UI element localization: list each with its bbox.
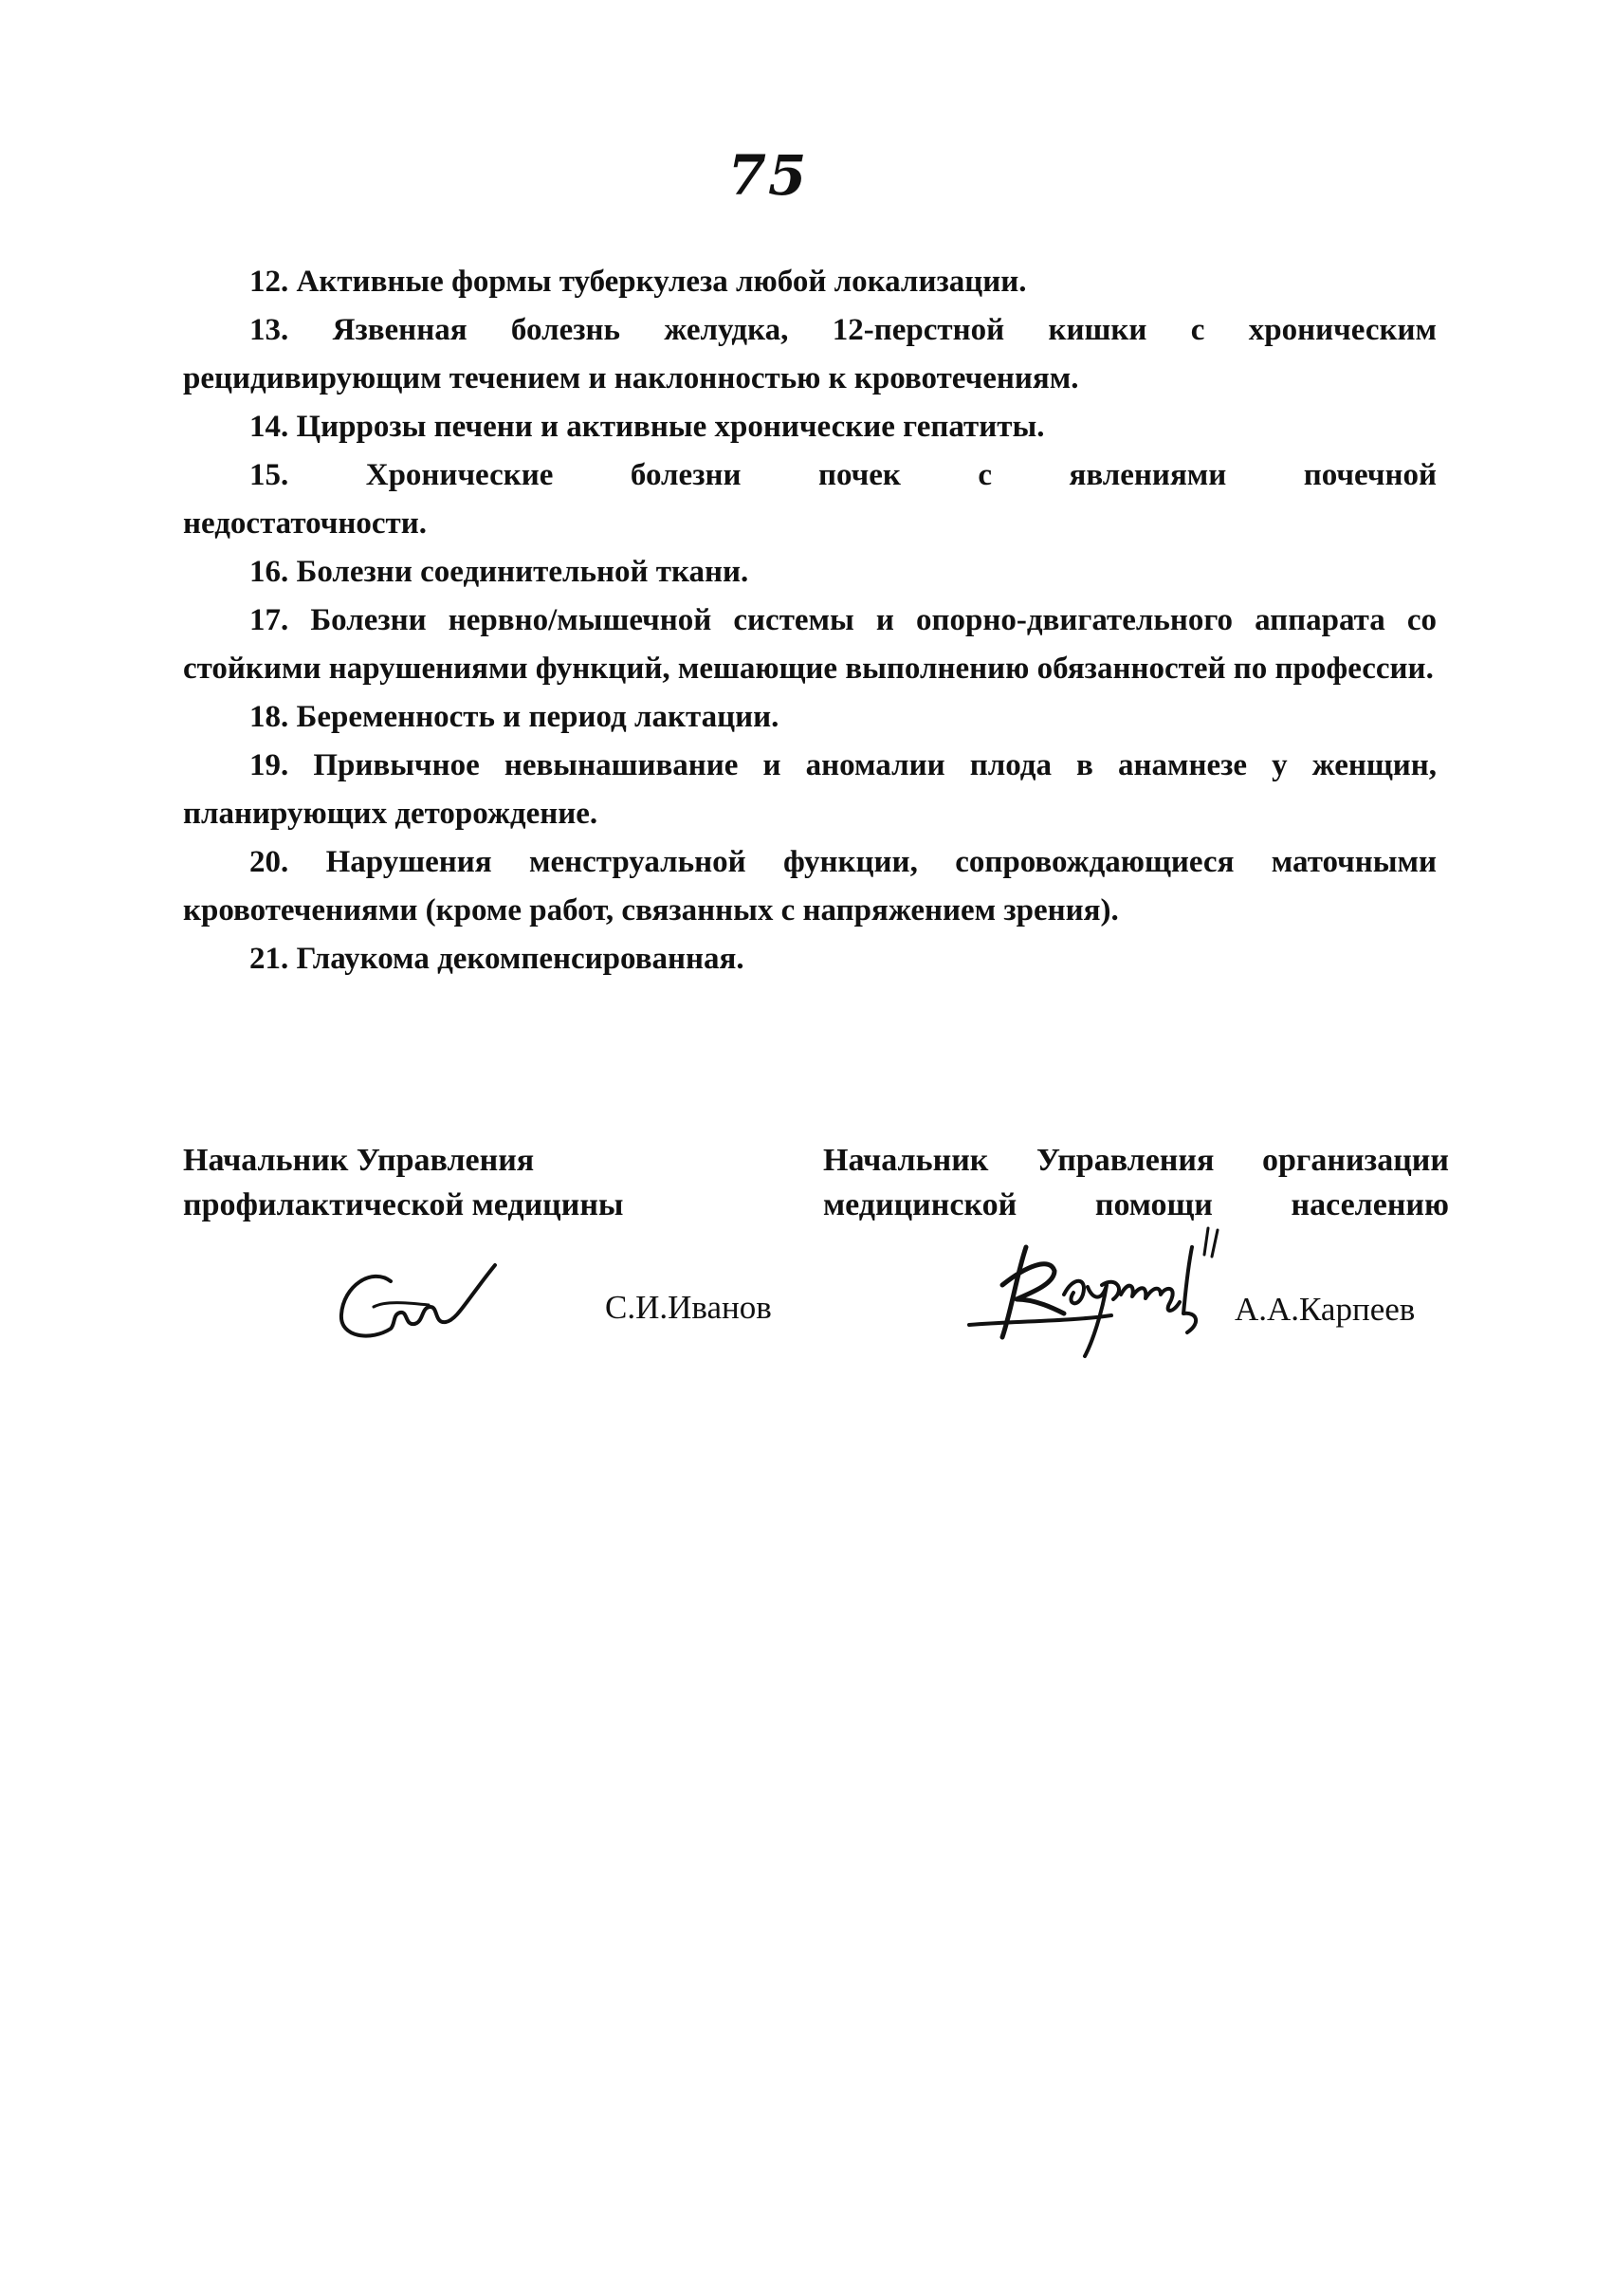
list-item: 16. Болезни соединительной ткани. — [249, 555, 749, 589]
list-item: 14. Циррозы печени и активные хронические гепатиты. — [249, 410, 1045, 444]
list-item: 19. Привычное невынашивание и аномалии плода в анамнезе у женщин, планирующих деторождение. — [183, 748, 1437, 831]
left-signatory-name: С.И.Иванов — [605, 1289, 772, 1326]
list-item: 15. Хронические болезни почек с явлениями почечной недостаточности. — [183, 458, 1437, 541]
list-item: 13. Язвенная болезнь желудка, 12-перстной кишки с хроническим рецидивирующим течением и наклонностью к кровотечениям. — [183, 313, 1437, 395]
list-item: 18. Беременность и период лактации. — [249, 700, 779, 734]
left-signatory-title — [183, 1138, 714, 1227]
karpeev-signature — [960, 1219, 1235, 1361]
left-title-line1: Начальник Управления — [183, 1143, 535, 1178]
list-item: 12. Активные формы туберкулеза любой локализации. — [249, 265, 1027, 299]
contraindications-list — [183, 258, 1437, 983]
right-title-line1: Начальник Управления организации — [823, 1143, 1449, 1178]
right-signatory-title — [823, 1138, 1449, 1227]
list-item: 17. Болезни нервно/мышечной системы и опорно-двигательного аппарата со стойкими нарушениями функций, мешающие выполнению обязанностей по профессии. — [183, 603, 1437, 686]
list-item: 21. Глаукома декомпенсированная. — [249, 942, 744, 976]
right-title-line2: медицинской помощи населению — [823, 1187, 1449, 1222]
ivanov-signature — [334, 1248, 504, 1352]
page-number: 75 — [727, 143, 809, 208]
left-title-line2: профилактической медицины — [183, 1187, 624, 1222]
list-item: 20. Нарушения менструальной функции, сопровождающиеся маточными кровотечениями (кроме работ, связанных с напряжением зрения). — [183, 845, 1437, 928]
right-signatory-name: А.А.Карпеев — [1235, 1291, 1416, 1328]
